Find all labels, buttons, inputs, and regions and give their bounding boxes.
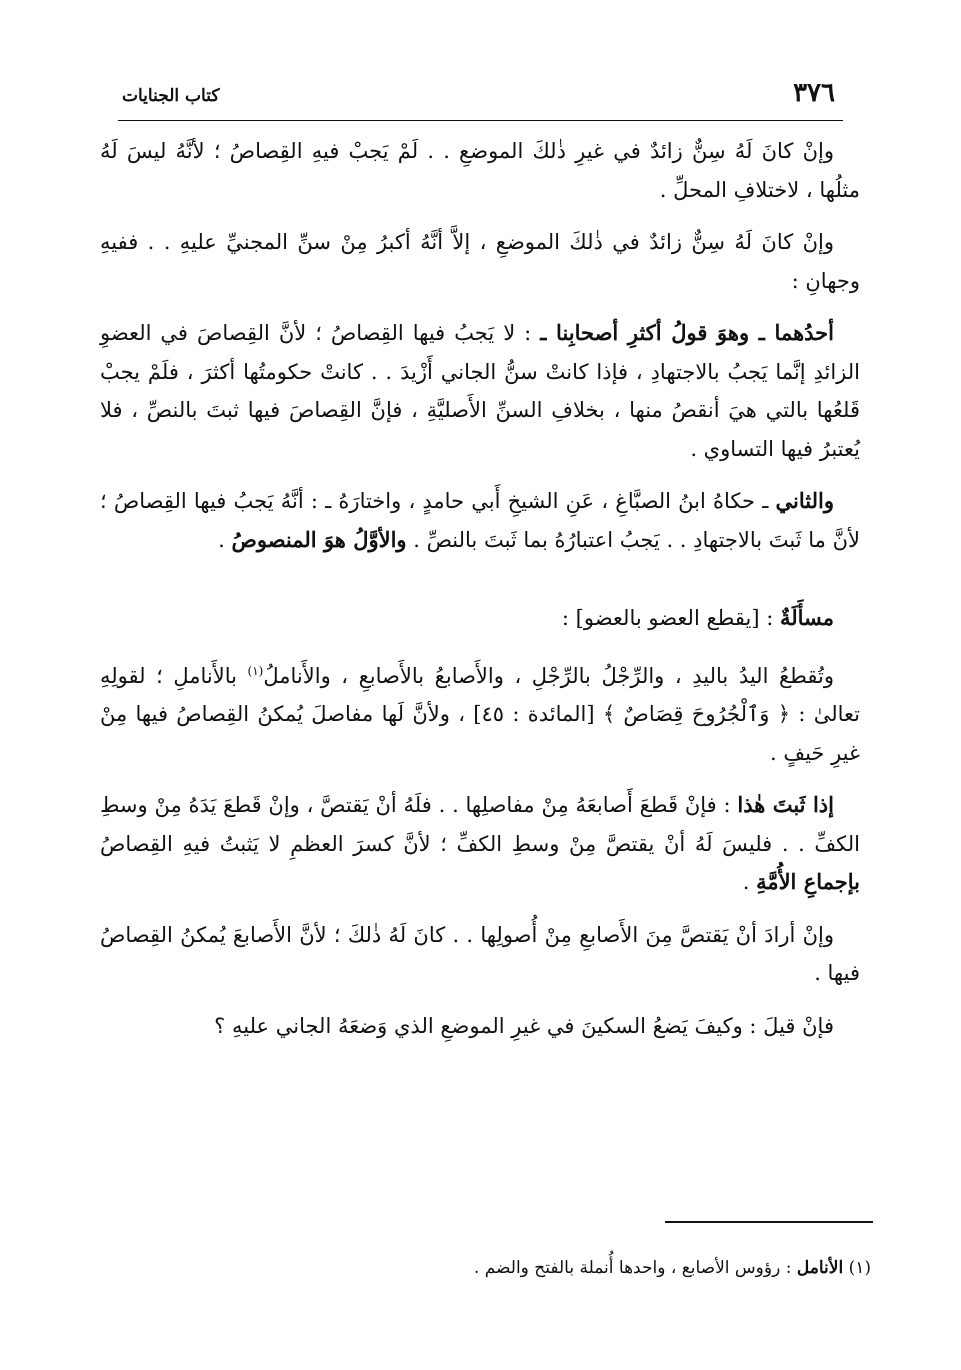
footnote-term: الأنامل (796, 1258, 844, 1278)
paragraph-2: وإنْ كانَ لَهُ سِنٌّ زائدٌ في ذٰلكَ الموضعِ ، إلاَّ أنَّهُ أكبرُ مِنْ سنِّ المجنيِّ عليهِ . . ففيهِ وجهانِ : (100, 230, 860, 293)
paragraph-5: وتُقطعُ اليدُ باليدِ ، والرِّجْلُ بالرِّجْلِ ، والأَصابعُ بالأَصابعِ ، والأَناملُ$^{(١)}$ بالأَناملِ ؛ لقولِهِ تعالىٰ : ﴿ وَٱلْجُرُوحَ قِصَاصٌ ﴾ [المائدة : ٤٥] ، ولأنَّ لَها مفاصلَ يُمكنُ القِصاصُ فيها مِنْ غيرِ حَيفٍ . (100, 663, 860, 765)
footnote-divider (665, 1221, 873, 1223)
bold-phrase: والثاني (775, 488, 834, 513)
bold-phrase: بإجماعِ الأُمَّةِ (756, 869, 860, 894)
footnote-text: : رؤوس الأصابع ، واحدها أُنملة بالفتح والضم . (473, 1258, 797, 1278)
bold-phrase: والأوَّلُ هوَ المنصوصُ (231, 526, 407, 552)
body-text (100, 132, 860, 1059)
footnote-marker: (١) (848, 1258, 871, 1278)
page-header (118, 76, 843, 121)
masala-heading: مسأَلَةٌ : [يقطع العضو بالعضو] : (561, 605, 834, 630)
bold-phrase: إذا ثَبتَ هٰذا (737, 792, 834, 817)
paragraph-6: إذا ثَبتَ هٰذا : فإنْ قَطعَ أَصابعَهُ مِنْ مفاصلِها . . فلَهُ أنْ يَقتصَّ ، وإنْ قَطعَ يَدَهُ مِنْ وسطِ الكفِّ . . فليسَ لَهُ أنْ يقتصَّ مِنْ وسطِ الكفِّ ؛ لأنَّ كسرَ العظمِ لا يَثبتُ فيهِ القِصاصُ بإجماعِ الأُمَّةِ . (100, 792, 860, 894)
footnote-ref[interactable]: (١) (247, 663, 264, 678)
paragraph-7: وإنْ أرادَ أنْ يَقتصَّ مِنَ الأَصابعِ مِنْ أُصولِها . . كانَ لَهُ ذٰلكَ ؛ لأنَّ الأَصابعَ يُمكنُ القِصاصُ فيها . (100, 922, 860, 985)
bold-phrase: أحدُهما ـ وهوَ قولُ أكثرِ أصحابِنا ـ (540, 320, 834, 345)
paragraph-3: أحدُهما ـ وهوَ قولُ أكثرِ أصحابِنا ـ : لا يَجبُ فيها القِصاصُ ؛ لأنَّ القِصاصَ في العضوِ الزائدِ إنَّما يَجبُ بالاجتهادِ ، فإذا كانتْ سنُّ الجاني أَزْيدَ . . كانتْ حكومتُها أكثرَ ، فلَمْ يجبْ قَلعُها بالتي هيَ أنقصُ منها ، بخلافِ السنِّ الأَصليَّةِ ، فإنَّ القِصاصَ فيها ثبتَ بالنصِّ ، فلا يُعتبرُ فيها التساوي . (100, 320, 860, 461)
book-title: كتاب الجنايات (122, 86, 220, 106)
footnote (111, 1258, 871, 1278)
paragraph-8: فإنْ قيلَ : وكيفَ يَضعُ السكينَ في غيرِ الموضعِ الذي وَضعَهُ الجاني عليهِ ؟ (214, 1013, 834, 1038)
paragraph-4: والثاني ـ حكاهُ ابنُ الصبَّاغِ ، عَنِ الشيخِ أَبي حامدٍ ، واختارَهُ ـ : أنَّهُ يَجبُ فيها القِصاصُ ؛ لأنَّ ما ثَبتَ بالاجتهادِ . . يَجبُ اعتبارُهُ بما ثَبتَ بالنصِّ . والأوَّلُ هوَ المنصوصُ . (100, 488, 860, 552)
bold-phrase: مسأَلَةٌ (779, 605, 834, 630)
page-number: ٣٧٦ (793, 78, 835, 108)
paragraph-1: وإنْ كانَ لَهُ سِنٌّ زائدٌ في غيرِ ذٰلكَ الموضعِ . . لَمْ يَجبْ فيهِ القِصاصُ ؛ لأنَّهُ ليسَ لَهُ مثلُها ، لاختلافِ المحلِّ . (100, 139, 860, 202)
